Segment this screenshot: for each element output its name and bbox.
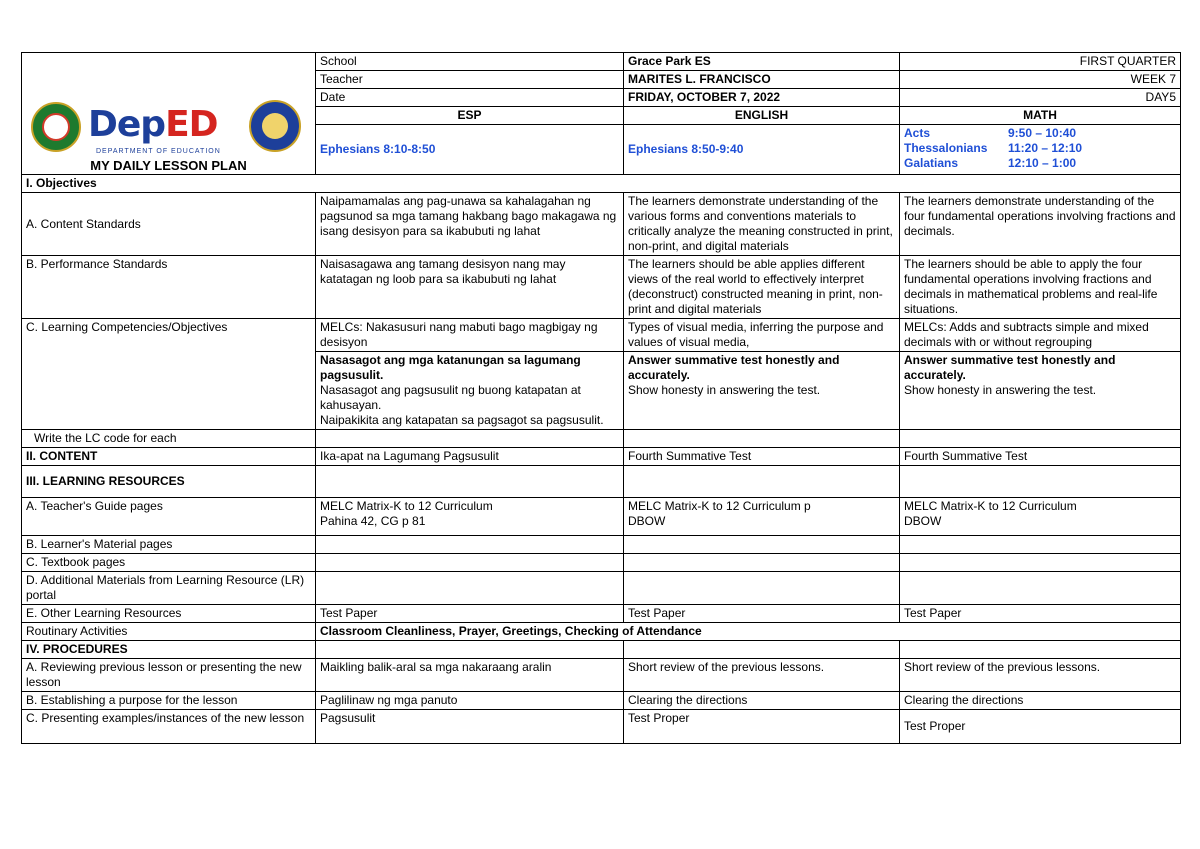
cell-line: Pahina 42, CG p 81 — [320, 514, 426, 528]
cell-english: Clearing the directions — [624, 692, 900, 710]
week-value: WEEK 7 — [900, 71, 1181, 89]
row-label: C. Presenting examples/instances of the new lesson — [22, 710, 316, 744]
row-label: C. Learning Competencies/Objectives — [22, 319, 316, 430]
additional-materials-row — [22, 572, 1181, 605]
cell-math — [900, 554, 1181, 572]
logo-header — [22, 53, 316, 175]
cell-esp — [316, 352, 624, 430]
row-label: B. Establishing a purpose for the lesson — [22, 692, 316, 710]
row-label: A. Reviewing previous lesson or presenting the new lesson — [22, 659, 316, 692]
lesson-plan-table — [21, 52, 1181, 744]
cell-math — [900, 641, 1181, 659]
cell-english — [624, 352, 900, 430]
cell-line: MELC Matrix-K to 12 Curriculum — [320, 499, 493, 513]
subject-esp: ESP — [316, 107, 624, 125]
cell-english — [624, 536, 900, 554]
cell-esp — [316, 466, 624, 498]
row-label: B. Learner's Material pages — [22, 536, 316, 554]
competencies-row — [22, 319, 1181, 352]
routinary-row — [22, 623, 1181, 641]
cell-math: Fourth Summative Test — [900, 448, 1181, 466]
cell-english: Test Paper — [624, 605, 900, 623]
school-seal-icon — [31, 102, 81, 152]
cell-math: Short review of the previous lessons. — [900, 659, 1181, 692]
cell-math — [900, 536, 1181, 554]
cell-math: The learners demonstrate understanding of the four fundamental operations involving fractions and decimals. — [900, 193, 1181, 256]
cell-english: Fourth Summative Test — [624, 448, 900, 466]
other-resources-row — [22, 605, 1181, 623]
deped-logo-subtext: DEPARTMENT OF EDUCATION — [96, 148, 221, 155]
procedures-row — [22, 641, 1181, 659]
cell-line: MELC Matrix-K to 12 Curriculum — [904, 499, 1077, 513]
cell-math: MELCs: Adds and subtracts simple and mixed decimals with or without regrouping — [900, 319, 1181, 352]
cell-math — [900, 430, 1181, 448]
cell-math — [900, 498, 1181, 536]
subject-math: MATH — [900, 107, 1181, 125]
row-label: A. Content Standards — [22, 193, 316, 256]
schedule-math — [900, 125, 1181, 175]
school-label: School — [316, 53, 624, 71]
date-label: Date — [316, 89, 624, 107]
cell-english: Test Proper — [624, 710, 900, 744]
textbook-row — [22, 554, 1181, 572]
row-label: D. Additional Materials from Learning Resource (LR) portal — [22, 572, 316, 605]
day-value: DAY5 — [900, 89, 1181, 107]
cell-esp: Pagsusulit — [316, 710, 624, 744]
cell-math — [900, 352, 1181, 430]
learning-resources-row — [22, 466, 1181, 498]
school-row — [22, 53, 1181, 71]
examples-row — [22, 710, 1181, 744]
cell-line: DBOW — [904, 514, 942, 528]
row-label: C. Textbook pages — [22, 554, 316, 572]
cell-math: Test Proper — [900, 710, 1181, 744]
content-standards-row — [22, 193, 1181, 256]
row-label: II. CONTENT — [22, 448, 316, 466]
lc-code-row — [22, 430, 1181, 448]
math-objective-line: Show honesty in answering the test. — [904, 383, 1097, 397]
reviewing-row — [22, 659, 1181, 692]
purpose-row — [22, 692, 1181, 710]
cell-english — [624, 572, 900, 605]
cell-esp — [316, 498, 624, 536]
cell-line: DBOW — [628, 514, 666, 528]
cell-math: Clearing the directions — [900, 692, 1181, 710]
cell-english — [624, 498, 900, 536]
row-label: E. Other Learning Resources — [22, 605, 316, 623]
row-label: Routinary Activities — [22, 623, 316, 641]
cell-esp: MELCs: Nakasusuri nang mabuti bago magbigay ng desisyon — [316, 319, 624, 352]
schedule-english: Ephesians 8:50-9:40 — [624, 125, 900, 175]
cell-english — [624, 641, 900, 659]
cell-english — [624, 554, 900, 572]
teachers-guide-row — [22, 498, 1181, 536]
objectives-heading: I. Objectives — [22, 175, 1181, 193]
cell-math — [900, 466, 1181, 498]
cell-english — [624, 430, 900, 448]
cell-english — [624, 466, 900, 498]
row-label: III. LEARNING RESOURCES — [22, 466, 316, 498]
cell-esp: Test Paper — [316, 605, 624, 623]
cell-english: The learners should be able applies different views of the real world to effectively interpret (deconstruct) constructed meaning in print, non-print and digital materials — [624, 256, 900, 319]
cell-esp — [316, 572, 624, 605]
row-label: Write the LC code for each — [22, 430, 316, 448]
cell-esp: Naipamamalas ang pag-unawa sa kahalagahan ng pagsunod sa mga tamang hakbang bago makagawa ng isang desisyon para sa ikabubuti ng lahat — [316, 193, 624, 256]
cell-esp — [316, 430, 624, 448]
schedule-math-item: Galatians 12:10 – 1:00 — [904, 156, 1077, 170]
row-label: B. Performance Standards — [22, 256, 316, 319]
math-objective-bold: Answer summative test honestly and accurately. — [904, 353, 1116, 382]
english-objective-line: Show honesty in answering the test. — [628, 383, 821, 397]
objectives-section-row — [22, 175, 1181, 193]
row-label: A. Teacher's Guide pages — [22, 498, 316, 536]
row-label: IV. PROCEDURES — [22, 641, 316, 659]
teacher-label: Teacher — [316, 71, 624, 89]
performance-standards-row — [22, 256, 1181, 319]
cell-esp — [316, 536, 624, 554]
cell-esp: Maikling balik-aral sa mga nakaraang aralin — [316, 659, 624, 692]
schedule-esp: Ephesians 8:10-8:50 — [316, 125, 624, 175]
cell-esp: Ika-apat na Lagumang Pagsusulit — [316, 448, 624, 466]
teacher-value: MARITES L. FRANCISCO — [624, 71, 900, 89]
english-objective-bold: Answer summative test honestly and accurately. — [628, 353, 840, 382]
cell-math: Test Paper — [900, 605, 1181, 623]
school-value: Grace Park ES — [624, 53, 900, 71]
date-value: FRIDAY, OCTOBER 7, 2022 — [624, 89, 900, 107]
cell-english: Short review of the previous lessons. — [624, 659, 900, 692]
cell-math: The learners should be able to apply the four fundamental operations involving fractions and decimals in mathematical problems and real-life situations. — [900, 256, 1181, 319]
routinary-value: Classroom Cleanliness, Prayer, Greetings, Checking of Attendance — [316, 623, 1181, 641]
schedule-math-item: Acts 9:50 – 10:40 — [904, 126, 1077, 140]
cell-esp — [316, 641, 624, 659]
plan-title: MY DAILY LESSON PLAN — [90, 158, 247, 173]
schedule-math-item: Thessalonians 11:20 – 12:10 — [904, 141, 1083, 155]
cell-esp: Naisasagawa ang tamang desisyon nang may katatagan ng loob para sa ikabubuti ng lahat — [316, 256, 624, 319]
subject-english: ENGLISH — [624, 107, 900, 125]
esp-objective-line: Naipakikita ang katapatan sa pagsagot sa pagsusulit. — [320, 413, 604, 427]
content-row — [22, 448, 1181, 466]
cell-english: Types of visual media, inferring the purpose and values of visual media, — [624, 319, 900, 352]
cell-english: The learners demonstrate understanding of the various forms and conventions materials to critically analyze the meaning constructed in print, non-print, and digital materials — [624, 193, 900, 256]
cell-esp — [316, 554, 624, 572]
deped-logo: DepED — [88, 104, 218, 145]
learners-material-row — [22, 536, 1181, 554]
cell-esp: Paglilinaw ng mga panuto — [316, 692, 624, 710]
cell-math — [900, 572, 1181, 605]
cell-line: MELC Matrix-K to 12 Curriculum p — [628, 499, 811, 513]
esp-objective-bold: Nasasagot ang mga katanungan sa lagumang pagsusulit. — [320, 353, 581, 382]
deped-seal-icon — [249, 100, 301, 152]
quarter-value: FIRST QUARTER — [900, 53, 1181, 71]
esp-objective-line: Nasasagot ang pagsusulit ng buong katapatan at kahusayan. — [320, 383, 581, 412]
